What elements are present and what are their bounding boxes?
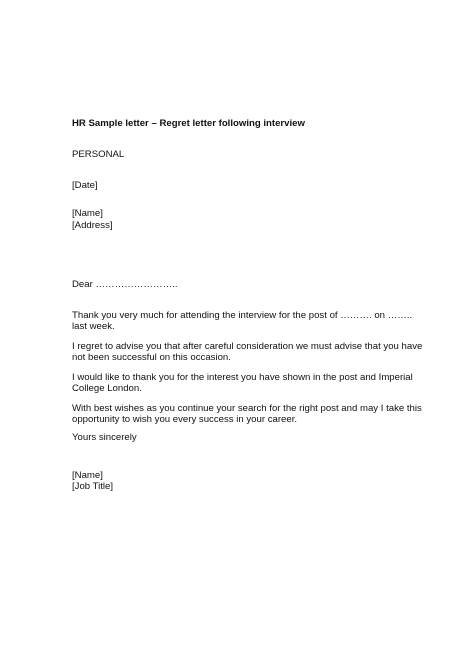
- date-placeholder: [Date]: [72, 180, 98, 191]
- recipient-address: [Address]: [72, 220, 113, 231]
- paragraph-4-line-1: With best wishes as you continue your search for the right post and may I take this: [72, 403, 422, 414]
- paragraph-1-line-1: Thank you very much for attending the interview for the post of ………. on ……..: [72, 310, 413, 321]
- paragraph-2-line-2: not been successful on this occasion.: [72, 352, 231, 363]
- signature-job-title: [Job Title]: [72, 481, 114, 492]
- paragraph-4-line-2: opportunity to wish you every success in your career.: [72, 414, 298, 425]
- paragraph-3-line-2: College London.: [72, 383, 142, 394]
- paragraph-3-line-1: I would like to thank you for the interest you have shown in the post and Imperial: [72, 372, 413, 383]
- closing: Yours sincerely: [72, 432, 137, 443]
- paragraph-2-line-1: I regret to advise you that after careful consideration we must advise that you have: [72, 341, 423, 352]
- salutation: Dear ……………………..: [72, 279, 178, 290]
- letter-title: HR Sample letter – Regret letter following interview: [72, 118, 305, 129]
- personal-marker: PERSONAL: [72, 149, 125, 160]
- paragraph-1-line-2: last week.: [72, 321, 115, 332]
- signature-name: [Name]: [72, 470, 103, 481]
- recipient-name: [Name]: [72, 208, 103, 219]
